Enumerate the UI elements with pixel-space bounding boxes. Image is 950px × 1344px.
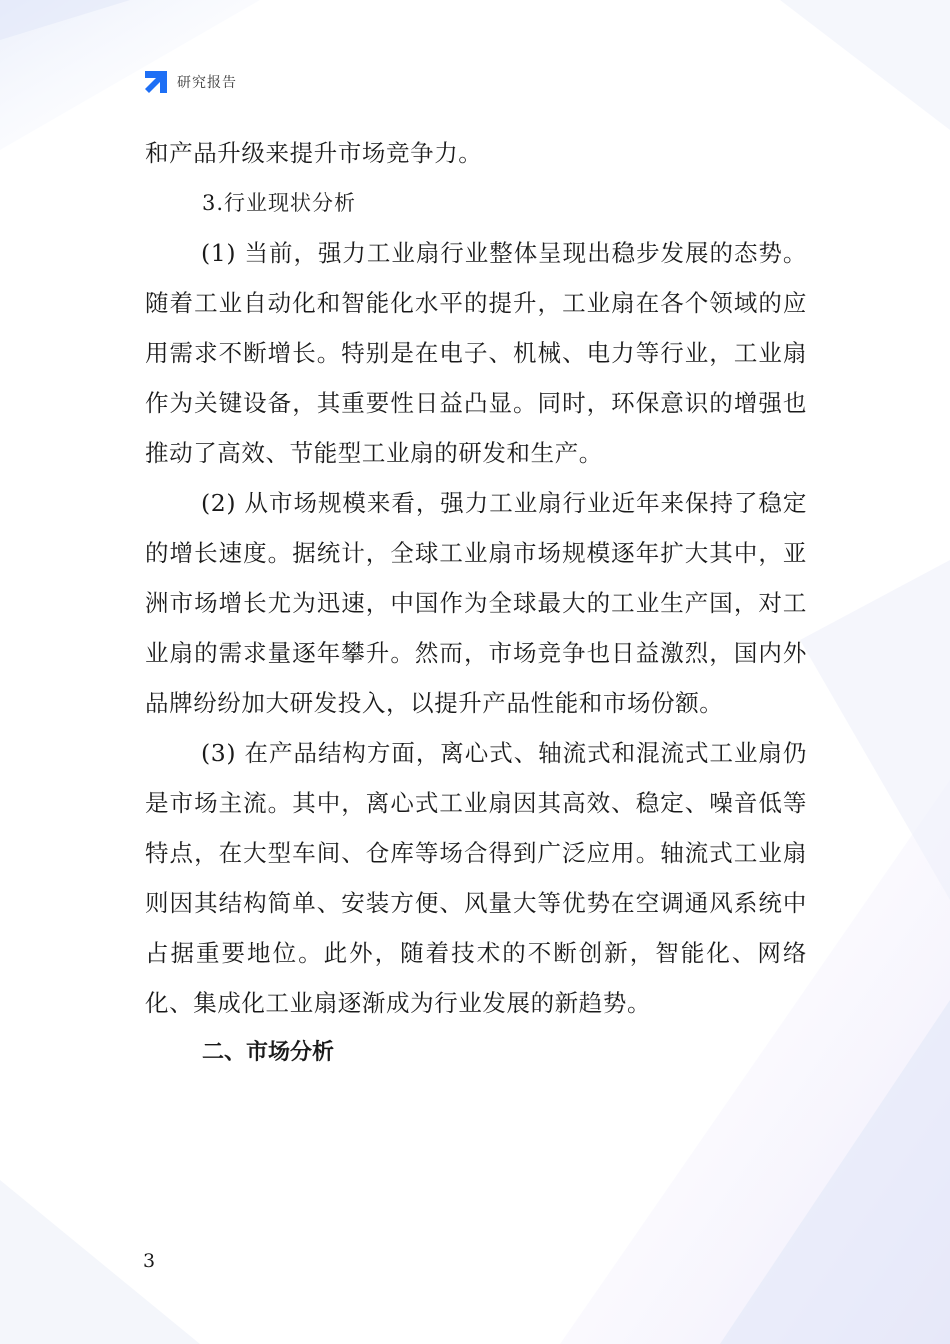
paragraph-3: (3) 在产品结构方面，离心式、轴流式和混流式工业扇仍是市场主流。其中，离心式工业扇因其高效、稳定、噪音低等特点，在大型车间、仓库等场合得到广泛应用。轴流式工业扇则因其结构简单、安装方便、风量大等优势在空调通风系统中占据重要地位。此外，随着技术的不断创新，智能化、网络化、集成化工业扇逐渐成为行业发展的新趋势。 — [145, 739, 807, 1017]
document-body — [145, 128, 807, 1078]
section-title: 3.行业现状分析 — [202, 191, 357, 215]
intro-line: 和产品升级来提升市场竞争力。 — [145, 139, 483, 167]
section-heading: 二、市场分析 — [202, 1040, 335, 1065]
paragraph-2: (2) 从市场规模来看，强力工业扇行业近年来保持了稳定的增长速度。据统计，全球工业扇市场规模逐年扩大其中，亚洲市场增长尤为迅速，中国作为全球最大的工业生产国，对工业扇的需求量逐年攀升。然而，市场竞争也日益激烈，国内外品牌纷纷加大研发投入，以提升产品性能和市场份额。 — [145, 489, 807, 717]
arrow-up-right-icon — [143, 69, 169, 95]
paragraph-1: (1) 当前，强力工业扇行业整体呈现出稳步发展的态势。随着工业自动化和智能化水平的提升，工业扇在各个领域的应用需求不断增长。特别是在电子、机械、电力等行业，工业扇作为关键设备，其重要性日益凸显。同时，环保意识的增强也推动了高效、节能型工业扇的研发和生产。 — [145, 239, 807, 467]
report-header — [143, 68, 237, 96]
page-number: 3 — [143, 1250, 156, 1272]
header-title: 研究报告 — [177, 75, 237, 91]
